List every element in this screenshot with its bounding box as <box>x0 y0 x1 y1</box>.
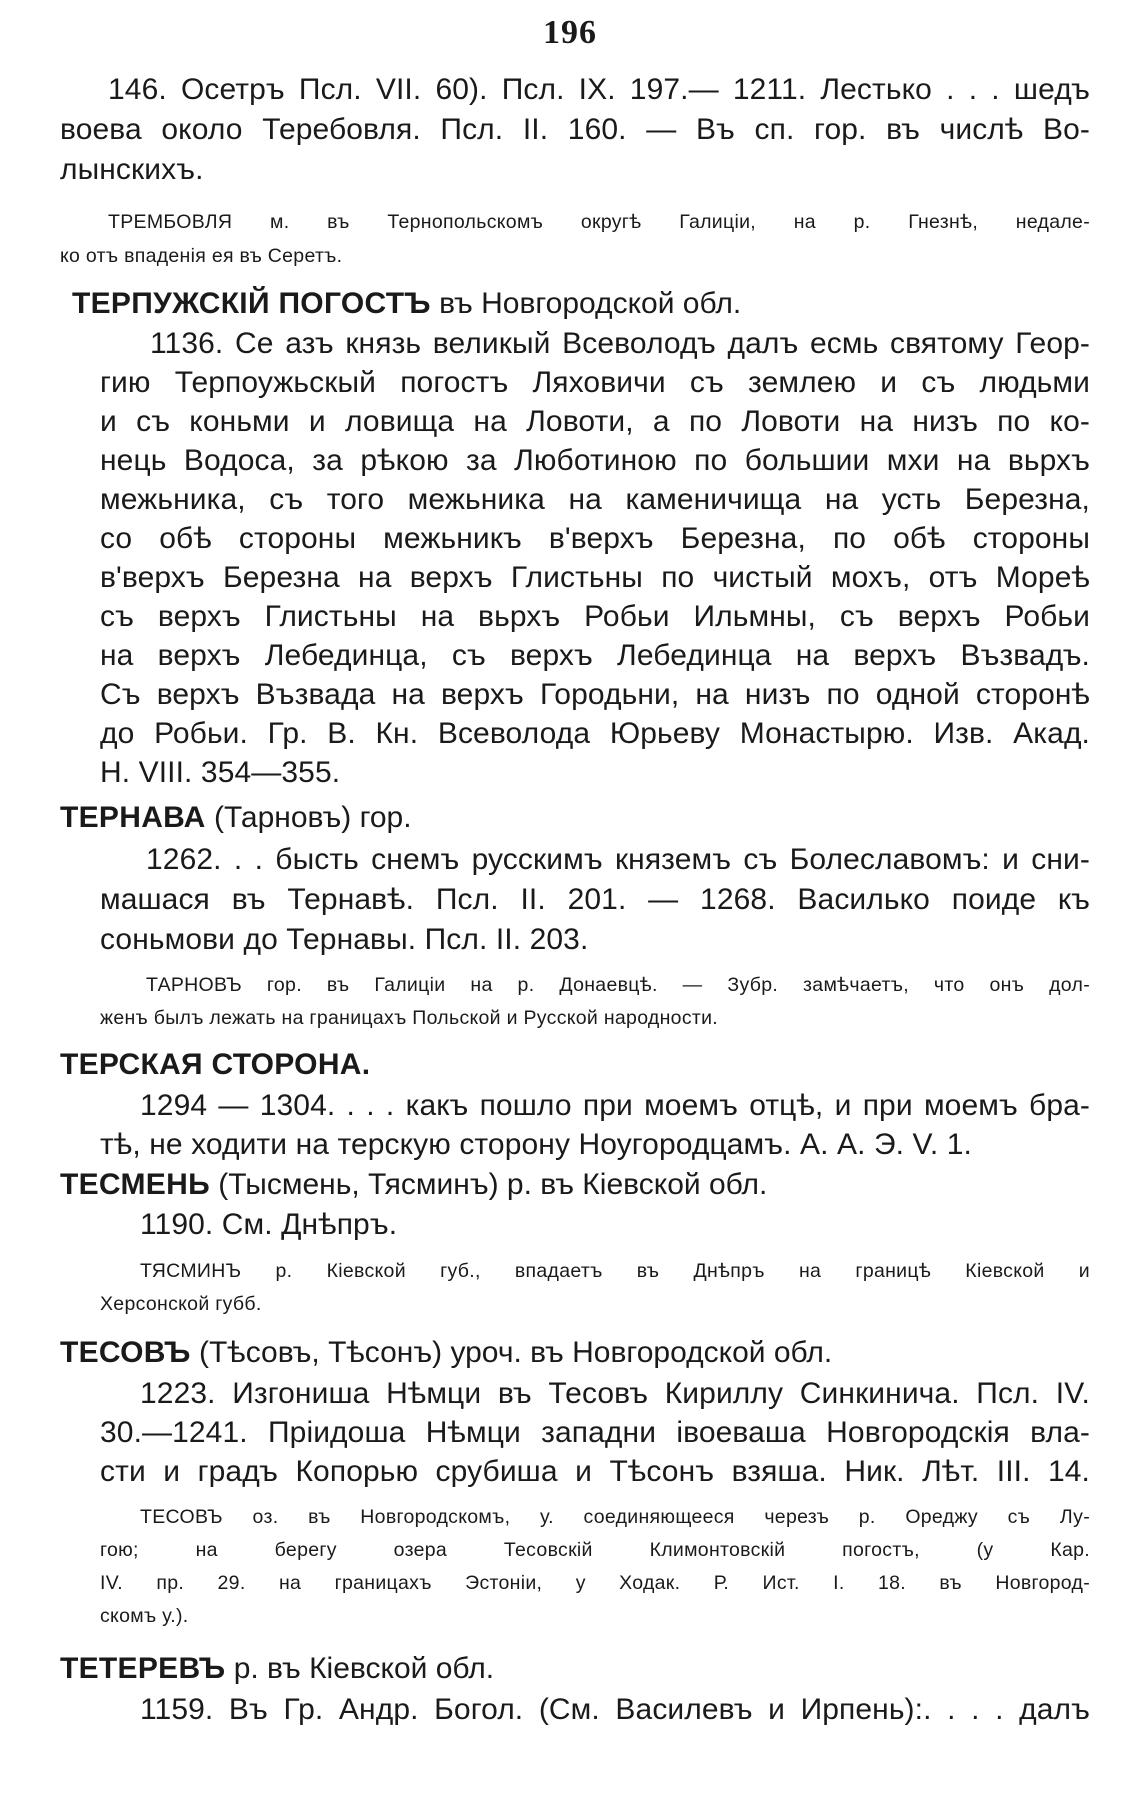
entry-text-line: 30.—1241. Пріидоша Нѣмци западни івоеваша Новгородскія вла- <box>100 1416 1090 1449</box>
entry-text-line: в'верхъ Березна на верхъ Глистьны по чистый мохъ, отъ Мореѣ <box>100 561 1090 594</box>
entry-text-line: съ верхъ Глистьны на вьрхъ Робьи Ильмны, съ верхъ Робьи <box>100 600 1090 633</box>
footnote-line: Херсонской губб. <box>100 1293 262 1315</box>
entry-text-line: сти и градъ Копорью срубиша и Тѣсонъ взяша. Ник. Лѣт. III. 14. <box>100 1455 1090 1488</box>
entry-headword: ТЕРНАВА <box>60 801 206 834</box>
entry-text-line: нець Водоса, за рѣкою за Люботиною по большии мхи на вьрхъ <box>100 444 1090 477</box>
entry-heading <box>60 1168 767 1202</box>
entry-heading <box>60 1652 494 1686</box>
entry-heading-description: р. въ Кіевской обл. <box>225 1652 495 1685</box>
footnote-line: гою; на берегу озера Тесовскій Климонтовскій погостъ, (у Кар. <box>100 1539 1090 1561</box>
entry-text-line: 1223. Изгониша Нѣмци въ Тесовъ Кириллу Синкинича. Псл. IV. <box>140 1377 1090 1410</box>
entry-headword: ТЕТЕРЕВЪ <box>60 1652 226 1685</box>
entry-text-line: на верхъ Лебединца, съ верхъ Лебединца на верхъ Възвадъ. <box>100 639 1090 672</box>
entry-text-line: со обѣ стороны межьникъ в'верхъ Березна, по обѣ стороны <box>100 522 1090 555</box>
entry-text-line: соньмови до Тернавы. Псл. II. 203. <box>100 923 589 956</box>
entry-text-line: 1190. См. Днѣпръ. <box>140 1208 398 1241</box>
entry-heading <box>60 1048 370 1082</box>
footnote-line: ТРЕМБОВЛЯ м. въ Тернопольскомъ округѣ Галиціи, на р. Гнезнѣ, недале- <box>108 211 1090 233</box>
entry-heading <box>60 801 412 835</box>
footnote-line: скомъ у.). <box>100 1605 189 1627</box>
entry-heading <box>72 287 741 321</box>
entry-heading-description: (Тарновъ) гор. <box>205 801 412 834</box>
entry-text-line: 1159. Въ Гр. Андр. Богол. (См. Василевъ и Ирпень):. . . . далъ <box>140 1693 1090 1726</box>
entry-text-line: Н. VIII. 354—355. <box>100 756 341 789</box>
entry-text-line: воева около Теребовля. Псл. II. 160. — Въ сп. гор. въ числѣ Во- <box>60 113 1090 146</box>
entry-text-line: машася въ Тернавѣ. Псл. II. 201. — 1268. Василько поиде къ <box>100 883 1090 916</box>
footnote-line: ТЯСМИНЪ р. Кіевской губ., впадаетъ въ Днѣпръ на границѣ Кіевской и <box>140 1260 1090 1282</box>
entry-text-line: 1294 — 1304. . . . какъ пошло при моемъ отцѣ, и при моемъ бра- <box>140 1089 1090 1122</box>
entry-text-line: до Робьи. Гр. В. Кн. Всеволода Юрьеву Монастырю. Изв. Акад. <box>100 717 1090 750</box>
entry-text-line: тѣ, не ходити на терскую сторону Ноугородцамъ. А. А. Э. V. 1. <box>100 1128 972 1161</box>
entry-text-line: 1262. . . бысть снемъ русскимъ княземъ съ Болеславомъ: и сни- <box>146 843 1090 876</box>
entry-headword: ТЕСОВЪ <box>60 1336 191 1369</box>
page-number: 196 <box>543 14 597 51</box>
entry-heading-description: (Тысмень, Тясминъ) р. въ Кіевской обл. <box>209 1168 768 1201</box>
entry-text-line: межьника, съ того межьника на каменичища на усть Березна, <box>100 483 1090 516</box>
footnote-line: IV. пр. 29. на границахъ Эстоніи, у Ходак. Р. Ист. I. 18. въ Новгород- <box>100 1572 1090 1594</box>
entry-text-line: гию Терпоужьскый погостъ Ляховичи съ землею и съ людьми <box>100 366 1090 399</box>
entry-text-line: 1136. Се азъ князь великый Всеволодъ далъ есмь святому Геор- <box>150 327 1090 360</box>
entry-text-line: Съ верхъ Възвада на верхъ Городьни, на низъ по одной сторонѣ <box>100 678 1090 711</box>
entry-headword: ТЕРСКАЯ СТОРОНА. <box>60 1048 371 1081</box>
footnote-line: ко отъ впаденія ея въ Серетъ. <box>60 245 343 267</box>
entry-text-line: и съ коньми и ловища на Ловоти, а по Ловоти на низъ по ко- <box>100 405 1090 438</box>
entry-headword: ТЕРПУЖСКІЙ ПОГОСТЪ <box>72 287 431 320</box>
footnote-line: ТЕСОВЪ оз. въ Новгородскомъ, у. соединяющееся черезъ р. Ореджу съ Лу- <box>140 1506 1090 1528</box>
entry-heading <box>60 1336 832 1370</box>
entry-text-line: 146. Осетръ Псл. VII. 60). Псл. IX. 197.— 1211. Лестько . . . шедъ <box>108 73 1090 106</box>
entry-heading-description: въ Новгородской обл. <box>430 287 742 320</box>
entry-text-line: лынскихъ. <box>60 153 204 186</box>
footnote-line: ТАРНОВЪ гор. въ Галиціи на р. Донаевцѣ. — Зубр. замѣчаетъ, что онъ дол- <box>146 974 1090 996</box>
footnote-line: женъ былъ лежать на границахъ Польской и Русской народности. <box>100 1007 719 1029</box>
entry-heading-description: (Тѣсовъ, Тѣсонъ) уроч. въ Новгородской обл. <box>190 1336 833 1369</box>
entry-headword: ТЕСМЕНЬ <box>60 1168 210 1201</box>
